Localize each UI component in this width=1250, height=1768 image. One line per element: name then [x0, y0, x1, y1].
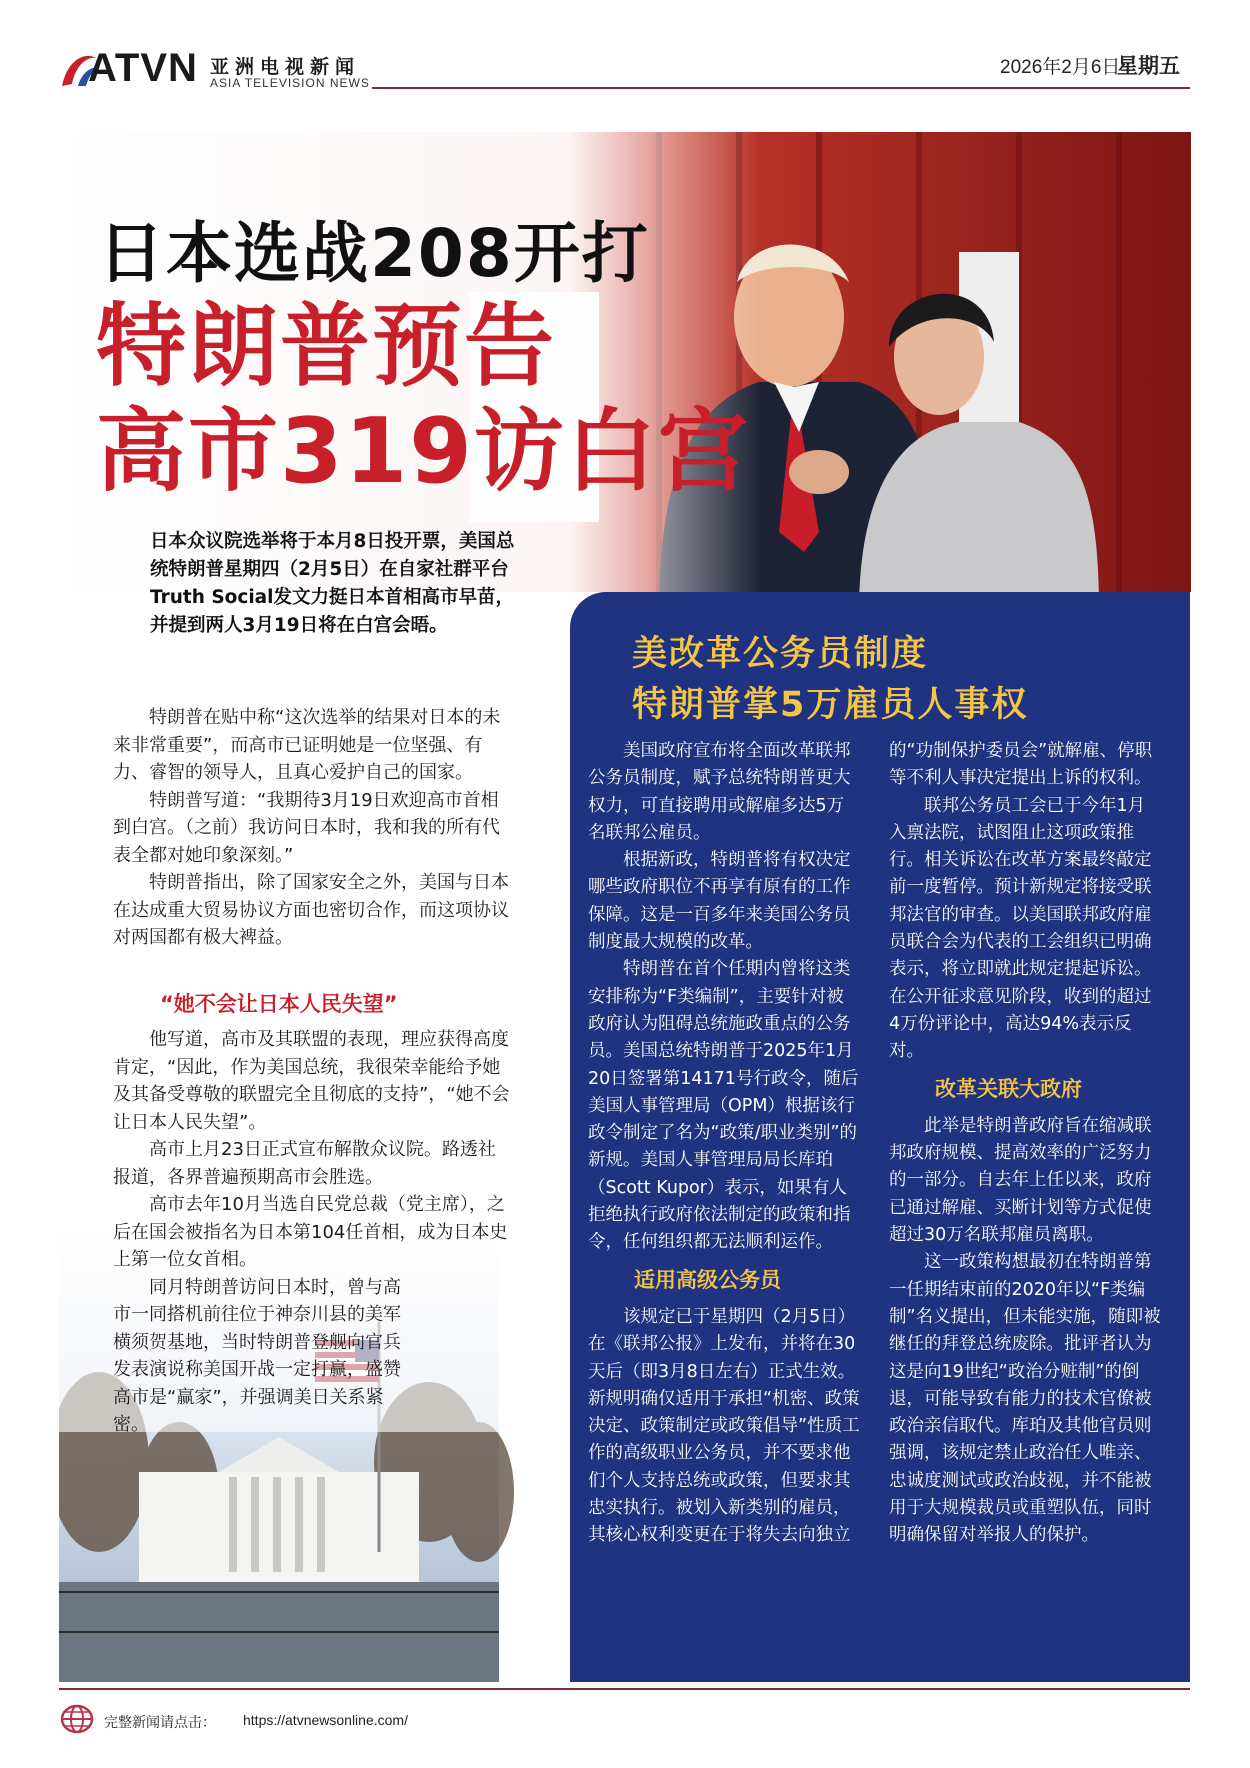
panel-paragraph: 此举是特朗普政府旨在缩减联邦政府规模、提高效率的广泛努力的一部分。自去年上任以来，政府已通过解雇、买断计划等方式促使超过30万名联邦雇员离职。 — [889, 1115, 1152, 1246]
atvn-logo — [58, 48, 198, 92]
panel-paragraph: 美国政府宣布将全面改革联邦公务员制度，赋予总统特朗普更大权力，可直接聘用或解雇多达5万名联邦公雇员。 — [588, 741, 851, 843]
panel-paragraph: 联邦公务员工会已于今年1月入禀法院，试图阻止这项政策推行。相关诉讼在改革方案最终敲定前一度暂停。预计新规定将接受联邦法官的审查。以美国联邦政府雇员联合会为代表的工会组织已明确表示，将立即就此规定提起诉讼。在公开征求意见阶段，收到的超过4万份评论中，高达94%表示反对。 — [889, 795, 1152, 1062]
panel-paragraph: 的“功制保护委员会”就解雇、停职等不利人事决定提出上诉的权利。 — [889, 741, 1153, 789]
panel-paragraph: 特朗普在首个任期内曾将这类安排称为“F类编制”，主要针对被政府认为阻碍总统施政重点的公务员。美国总统特朗普于2025年1月20日签署第14171号行政令，随后美国人事管理局（OPM）根据该行政令制定了名为“政策/职业类别”的新规。美国人事管理局局长库珀（Scott Kupor）表示，如果有人拒绝执行政府依法制定的政策和指令，任何组织都无法顺利运作。 — [588, 959, 859, 1253]
article-paragraph: 特朗普写道：“我期待3月19日欢迎高市首相到白宫。（之前）我访问日本时，我和我的所有代表全都对她印象深刻。” — [113, 789, 500, 866]
article-paragraph: 他写道，高市及其联盟的表现，理应获得高度肯定，“因此，作为美国总统，我很荣幸能给予她及其备受尊敬的联盟完全且彻底的支持”，“她不会让日本人民失望”。 — [113, 1029, 510, 1133]
headline-kicker: 日本选战208开打 — [98, 215, 650, 292]
lead-paragraph: 日本众议院选举将于本月8日投开票，美国总统特朗普星期四（2月5日）在自家社群平台Truth Social发文力挺日本首相高市早苗，并提到两人3月19日将在白宫会晤。 — [150, 531, 515, 636]
left-article-top — [113, 704, 513, 952]
article-paragraph: 高市去年10月当选自民党总裁（党主席），之后在国会被指名为日本第104任首相，成为日本史上第一位女首相。 — [113, 1194, 508, 1270]
panel-title-line-1: 美改革公务员制度 — [632, 634, 929, 674]
globe-icon — [59, 1704, 95, 1734]
panel-paragraph: 该规定已于星期四（2月5日）在《联邦公报》上发布，并将在30天后（即3月8日左右）正式生效。新规明确仅适用于承担“机密、政策决定、政策制定或政策倡导”性质工作的高级职业公务员，并不要求他们个人支持总统或政策，但要求其忠实执行。被划入新类别的雇员，其核心权利变更在于将失去向独立 — [588, 1306, 860, 1546]
panel-paragraph: 这一政策构想最初在特朗普第一任期结束前的2020年以“F类编制”名义提出，但未能实施，随即被继任的拜登总统废除。批评者认为这是向19世纪“政治分赃制”的倒退，可能导致有能力的技术官僚被政治亲信取代。库珀及其他官员则强调，该规定禁止政治任人唯亲、忠诚度测试或政治歧视，并不能被用于大规模裁员或重塑队伍，同时明确保留对举报人的保护。 — [889, 1252, 1161, 1546]
panel-title-line-2: 特朗普掌5万雇员人事权 — [632, 685, 1029, 725]
footer-label: 完整新闻请点击： — [104, 1715, 216, 1731]
issue-weekday: 星期五 — [1117, 54, 1180, 78]
footer-link[interactable]: https://atvnewsonline.com/ — [243, 1712, 408, 1728]
left-subheading: “她不会让日本人民失望” — [160, 992, 398, 1016]
left-article-bottom — [113, 1026, 513, 1439]
header-divider — [372, 87, 1190, 89]
panel-column-1 — [588, 738, 860, 1550]
panel-subheading: 改革关联大政府 — [935, 1076, 1082, 1101]
article-paragraph: 特朗普在贴中称“这次选举的结果对日本的未来非常重要”，而高市已证明她是一位坚强、有力、睿智的领导人，且真心爱护自己的国家。 — [113, 707, 501, 783]
logo-text: ATVN — [88, 46, 198, 90]
article-paragraph: 特朗普指出，除了国家安全之外，美国与日本在达成重大贸易协议方面也密切合作，而这项协议对两国都有极大裨益。 — [113, 872, 509, 948]
article-paragraph: 同月特朗普访问日本时，曾与高市一同搭机前往位于神奈川县的美军横须贺基地，当时特朗普登舰向官兵发表演说称美国开战一定打赢，盛赞高市是“赢家”，并强调美日关系紧密。 — [113, 1276, 401, 1435]
panel-column-2 — [889, 738, 1161, 1550]
brand-name-cn: 亚洲电视新闻 — [210, 56, 361, 78]
headline-main-line-2: 高市319访白宫 — [96, 399, 750, 504]
brand-name-en: ASIA TELEVISION NEWS — [210, 76, 370, 90]
panel-paragraph: 根据新政，特朗普将有权决定哪些政府职位不再享有原有的工作保障。这是一百多年来美国公务员制度最大规模的改革。 — [588, 850, 851, 953]
issue-date: 2026年2月6日 — [1000, 57, 1121, 78]
footer-divider — [59, 1688, 1190, 1690]
headline-main-line-1: 特朗普预告 — [96, 294, 556, 399]
article-paragraph: 高市上月23日正式宣布解散众议院。路透社报道，各界普遍预期高市会胜选。 — [113, 1139, 496, 1188]
panel-subheading: 适用高级公务员 — [634, 1267, 781, 1292]
